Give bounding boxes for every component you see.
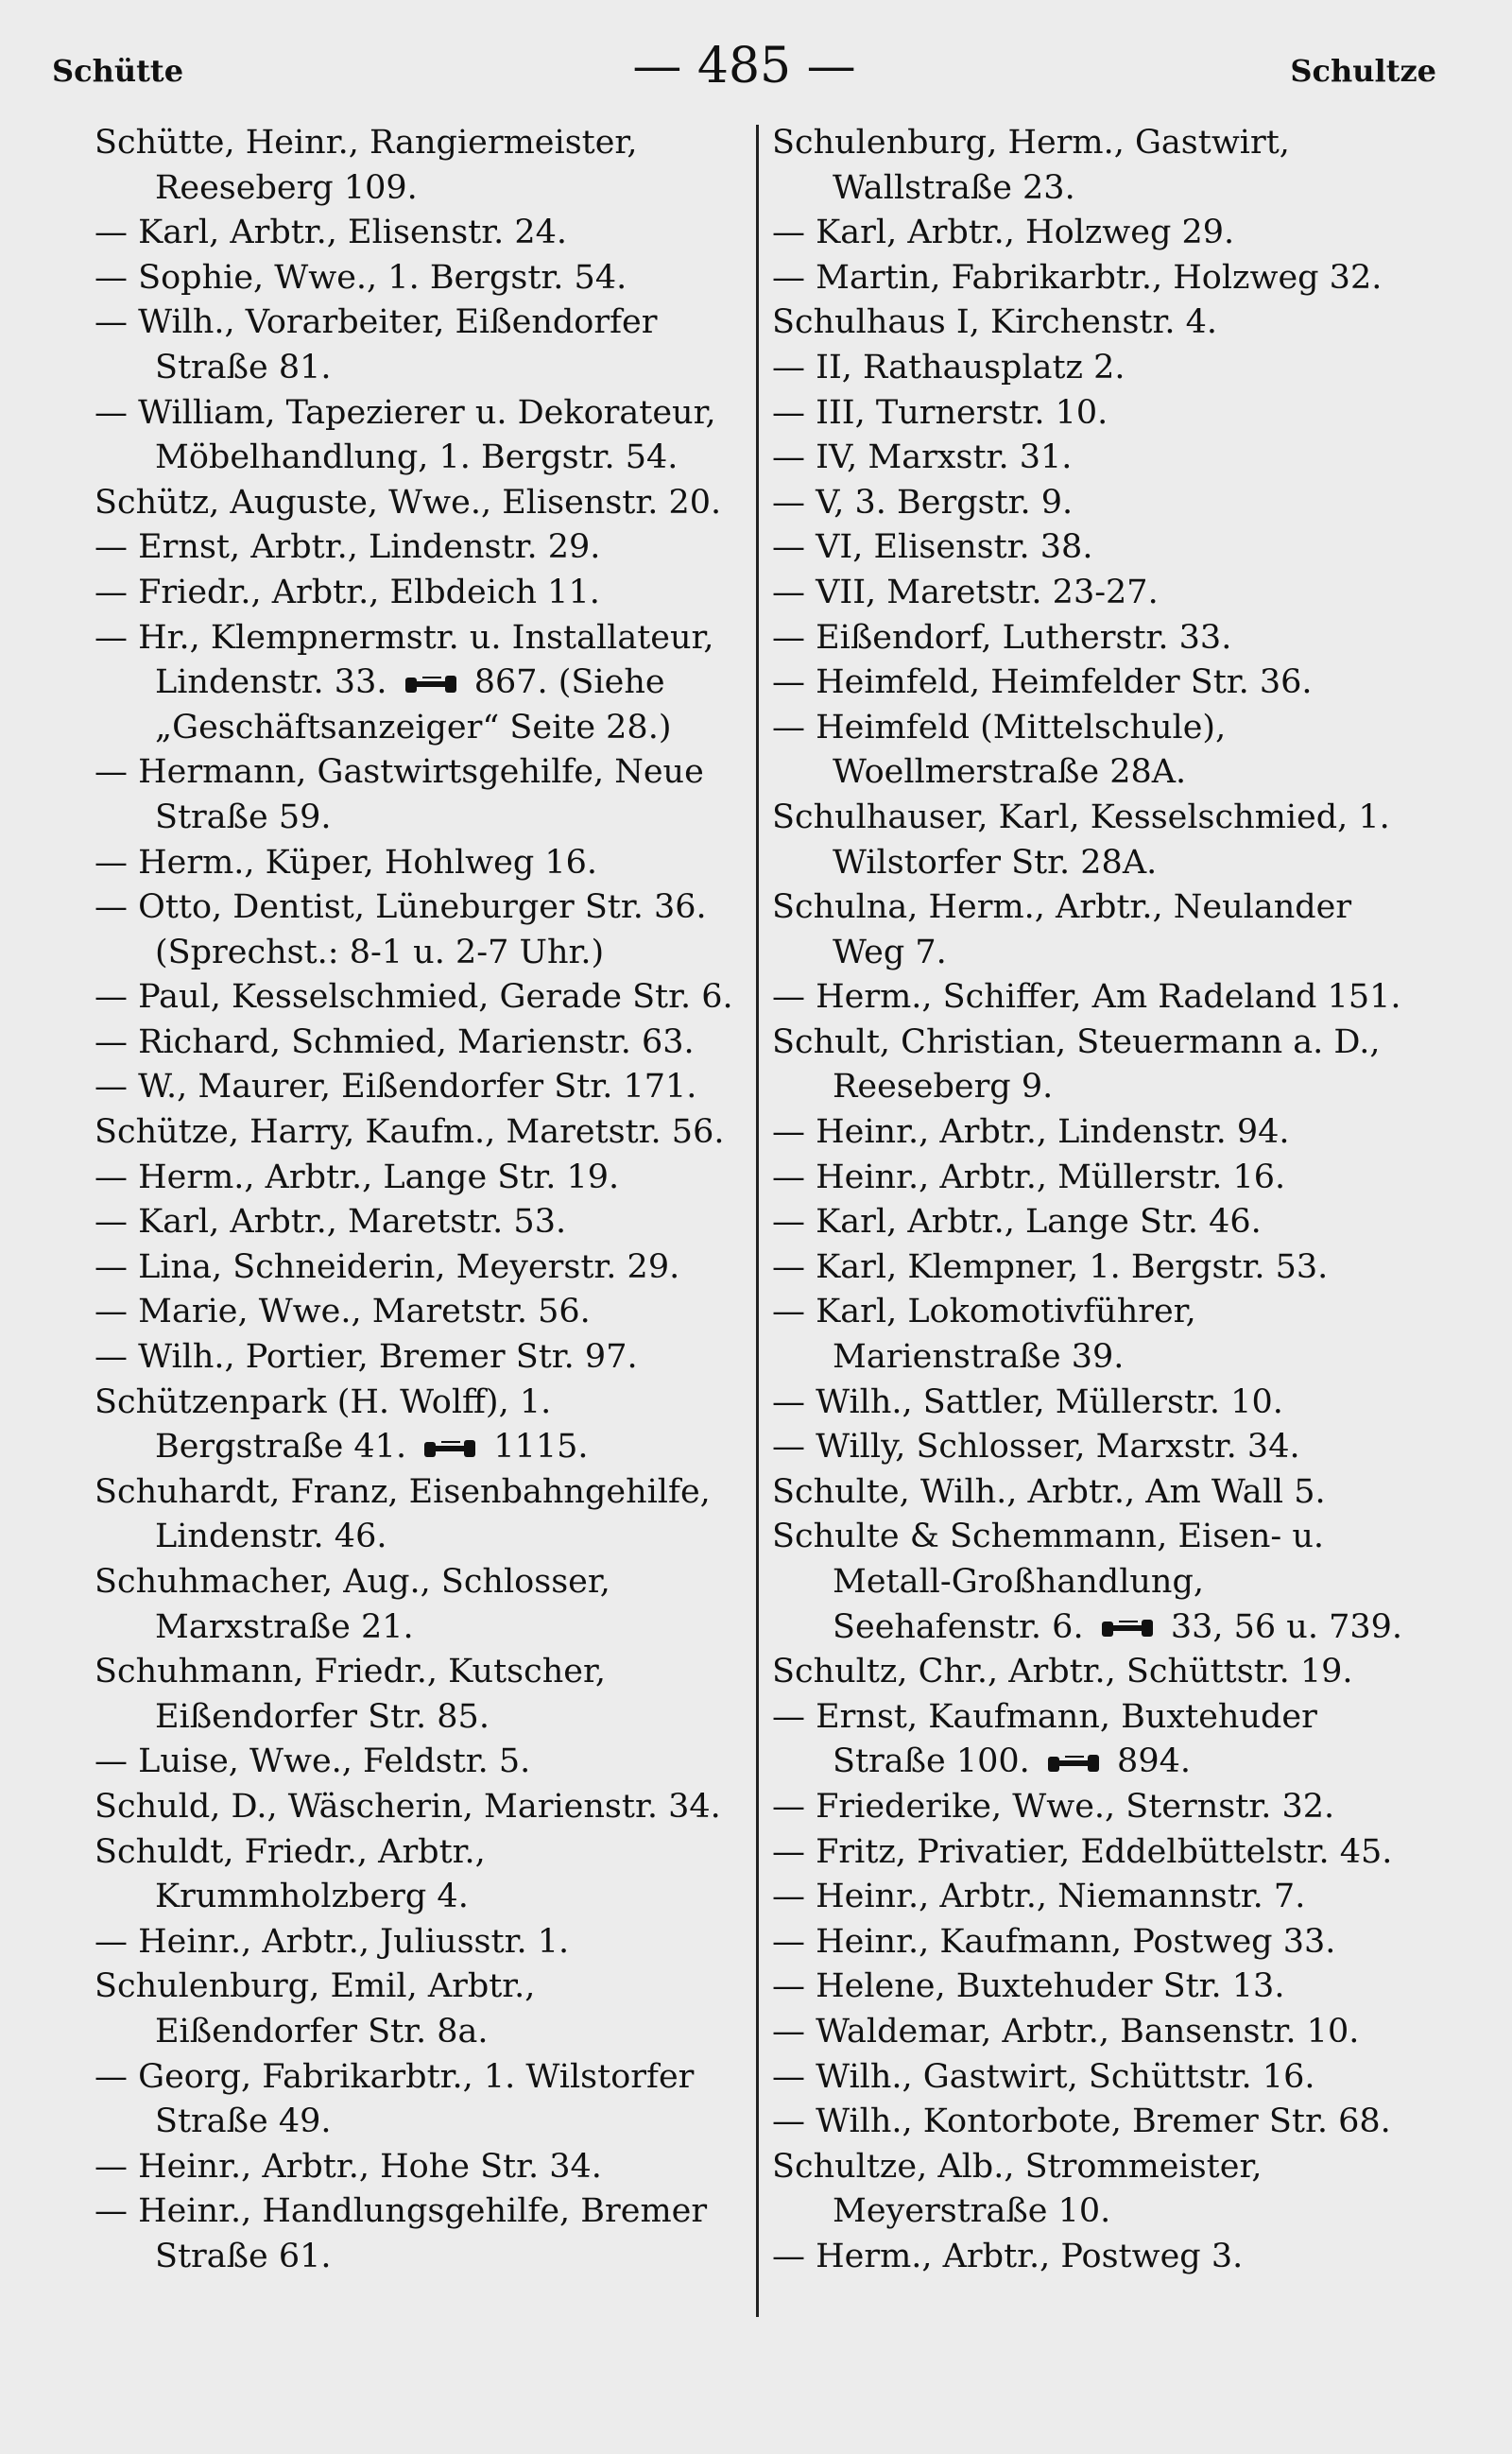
directory-entry: Schuldt, Friedr., Arbtr., Krummholzberg 4. (94, 1832, 486, 1916)
directory-entry: — Hermann, Gastwirtsgehilfe, Neue Straße 59. (94, 753, 704, 836)
directory-entry: Schütze, Harry, Kaufm., Maretstr. 56. (94, 1113, 725, 1152)
directory-entry: Schuhmacher, Aug., Schlosser, Marxstraße 21. (94, 1563, 610, 1646)
left-column (94, 121, 756, 2317)
directory-entry: — Karl, Lokomotivführer, Marienstraße 39. (772, 1293, 1196, 1377)
directory-entry: Schuhardt, Franz, Eisenbahngehilfe, Lindenstr. 46. (94, 1472, 711, 1556)
directory-entry: Schütz, Auguste, Wwe., Elisenstr. 20. (94, 483, 722, 522)
directory-entry: — Paul, Kesselschmied, Gerade Str. 6. (94, 978, 733, 1017)
directory-entry: — Sophie, Wwe., 1. Bergstr. 54. (94, 258, 627, 297)
running-head-right: Schultze (1290, 53, 1436, 89)
directory-entry: — Lina, Schneiderin, Meyerstr. 29. (94, 1247, 680, 1286)
directory-entry: — Waldemar, Arbtr., Bansenstr. 10. (772, 2012, 1360, 2051)
directory-entry: — V, 3. Bergstr. 9. (772, 483, 1074, 522)
directory-entry: — Marie, Wwe., Maretstr. 56. (94, 1293, 591, 1331)
directory-entry: — Herm., Arbtr., Lange Str. 19. (94, 1158, 620, 1196)
directory-entry: Schütte, Heinr., Rangiermeister, Reeseberg 109. (94, 124, 638, 207)
directory-entry: — Karl, Arbtr., Elisenstr. 24. (94, 214, 568, 252)
directory-entry: — Martin, Fabrikarbtr., Holzweg 32. (772, 258, 1383, 297)
page-header (52, 28, 1436, 104)
directory-entry: — Wilh., Kontorbote, Bremer Str. 68. (772, 2102, 1391, 2141)
directory-entry: — Hr., Klempnermstr. u. Installateur, Lindenstr. 33. 867. (Siehe „Geschäftsanzeiger“ Seite 28.) (94, 618, 714, 746)
telephone-icon (1100, 1616, 1155, 1640)
directory-entry: — Wilh., Portier, Bremer Str. 97. (94, 1338, 638, 1377)
directory-entry: Schulte, Wilh., Arbtr., Am Wall 5. (772, 1472, 1326, 1511)
page-number: — 485 — (632, 38, 856, 94)
right-column (759, 121, 1420, 2317)
directory-entry: — Richard, Schmied, Marienstr. 63. (94, 1022, 695, 1061)
directory-entry: — Heinr., Arbtr., Müllerstr. 16. (772, 1158, 1286, 1196)
directory-entry: Schuld, D., Wäscherin, Marienstr. 34. (94, 1787, 721, 1826)
directory-entry: — Heinr., Arbtr., Lindenstr. 94. (772, 1113, 1290, 1152)
directory-entry: — Friederike, Wwe., Sternstr. 32. (772, 1787, 1335, 1826)
directory-entry: — Heimfeld (Mittelschule), Woellmerstraße 28A. (772, 708, 1227, 792)
directory-entry: — Wilh., Gastwirt, Schüttstr. 16. (772, 2057, 1315, 2096)
directory-entry: — Helene, Buxtehuder Str. 13. (772, 1967, 1285, 2006)
directory-entry: Schulenburg, Herm., Gastwirt, Wallstraße 23. (772, 124, 1290, 207)
directory-entry: — Friedr., Arbtr., Elbdeich 11. (94, 573, 600, 611)
directory-entry: — Ernst, Kaufmann, Buxtehuder Straße 100. 894. (772, 1697, 1317, 1781)
directory-entry: — Georg, Fabrikarbtr., 1. Wilstorfer Straße 49. (94, 2057, 695, 2141)
directory-entry: — II, Rathausplatz 2. (772, 348, 1125, 386)
directory-entry: Schulte & Schemmann, Eisen- u. Metall-Großhandlung, Seehafenstr. 6. 33, 56 u. 739. (772, 1518, 1402, 1646)
directory-entry: — W., Maurer, Eißendorfer Str. 171. (94, 1068, 697, 1107)
telephone-icon (404, 672, 458, 696)
directory-columns (94, 121, 1455, 2317)
directory-entry: — Herm., Schiffer, Am Radeland 151. (772, 978, 1401, 1017)
directory-entry: Schulenburg, Emil, Arbtr., Eißendorfer Str. 8a. (94, 1967, 536, 2051)
directory-entry: — Karl, Klempner, 1. Bergstr. 53. (772, 1247, 1329, 1286)
directory-entry: — Heimfeld, Heimfelder Str. 36. (772, 663, 1313, 702)
directory-entry: — Karl, Arbtr., Holzweg 29. (772, 214, 1235, 252)
directory-entry: Schützenpark (H. Wolff), 1. Bergstraße 41. 1115. (94, 1382, 589, 1467)
telephone-icon (1046, 1751, 1101, 1776)
directory-entry: — III, Turnerstr. 10. (772, 393, 1108, 432)
directory-entry: — Ernst, Arbtr., Lindenstr. 29. (94, 528, 601, 567)
directory-entry: Schulna, Herm., Arbtr., Neulander Weg 7. (772, 888, 1352, 971)
telephone-icon (422, 1436, 477, 1461)
directory-entry: — Karl, Arbtr., Lange Str. 46. (772, 1203, 1262, 1242)
directory-entry: — Wilh., Vorarbeiter, Eißendorfer Straße 81. (94, 303, 658, 386)
directory-entry: — Luise, Wwe., Feldstr. 5. (94, 1742, 531, 1781)
directory-entry: Schult, Christian, Steuermann a. D., Reeseberg 9. (772, 1022, 1381, 1107)
directory-entry: — Eißendorf, Lutherstr. 33. (772, 618, 1232, 657)
directory-entry: — Fritz, Privatier, Eddelbüttelstr. 45. (772, 1832, 1393, 1871)
directory-entry: — VII, Maretstr. 23-27. (772, 573, 1159, 611)
directory-entry: Schulhaus I, Kirchenstr. 4. (772, 303, 1217, 342)
running-head-left: Schütte (52, 53, 184, 89)
directory-entry: — Herm., Küper, Hohlweg 16. (94, 843, 598, 882)
directory-entry: — William, Tapezierer u. Dekorateur, Möbelhandlung, 1. Bergstr. 54. (94, 393, 716, 477)
directory-entry: — Otto, Dentist, Lüneburger Str. 36. (Sprechst.: 8-1 u. 2-7 Uhr.) (94, 888, 707, 971)
directory-entry: — Heinr., Arbtr., Hohe Str. 34. (94, 2147, 602, 2186)
directory-entry: — VI, Elisenstr. 38. (772, 528, 1093, 567)
directory-entry: — Heinr., Arbtr., Niemannstr. 7. (772, 1878, 1306, 1916)
directory-entry: — Willy, Schlosser, Marxstr. 34. (772, 1428, 1300, 1467)
directory-entry: — Heinr., Handlungsgehilfe, Bremer Straße 61. (94, 2192, 708, 2275)
directory-entry: — Karl, Arbtr., Maretstr. 53. (94, 1203, 567, 1242)
directory-entry: Schultze, Alb., Strommeister, Meyerstraße 10. (772, 2147, 1263, 2231)
directory-entry: Schuhmann, Friedr., Kutscher, Eißendorfer Str. 85. (94, 1653, 606, 1736)
directory-entry: — Herm., Arbtr., Postweg 3. (772, 2237, 1244, 2275)
directory-entry: — Heinr., Arbtr., Juliusstr. 1. (94, 1922, 570, 1961)
directory-entry: Schultz, Chr., Arbtr., Schüttstr. 19. (772, 1653, 1353, 1691)
directory-entry: — Wilh., Sattler, Müllerstr. 10. (772, 1382, 1283, 1421)
directory-entry: — Heinr., Kaufmann, Postweg 33. (772, 1922, 1336, 1961)
directory-entry: — IV, Marxstr. 31. (772, 438, 1073, 477)
directory-entry: Schulhauser, Karl, Kesselschmied, 1. Wilstorfer Str. 28A. (772, 798, 1390, 882)
